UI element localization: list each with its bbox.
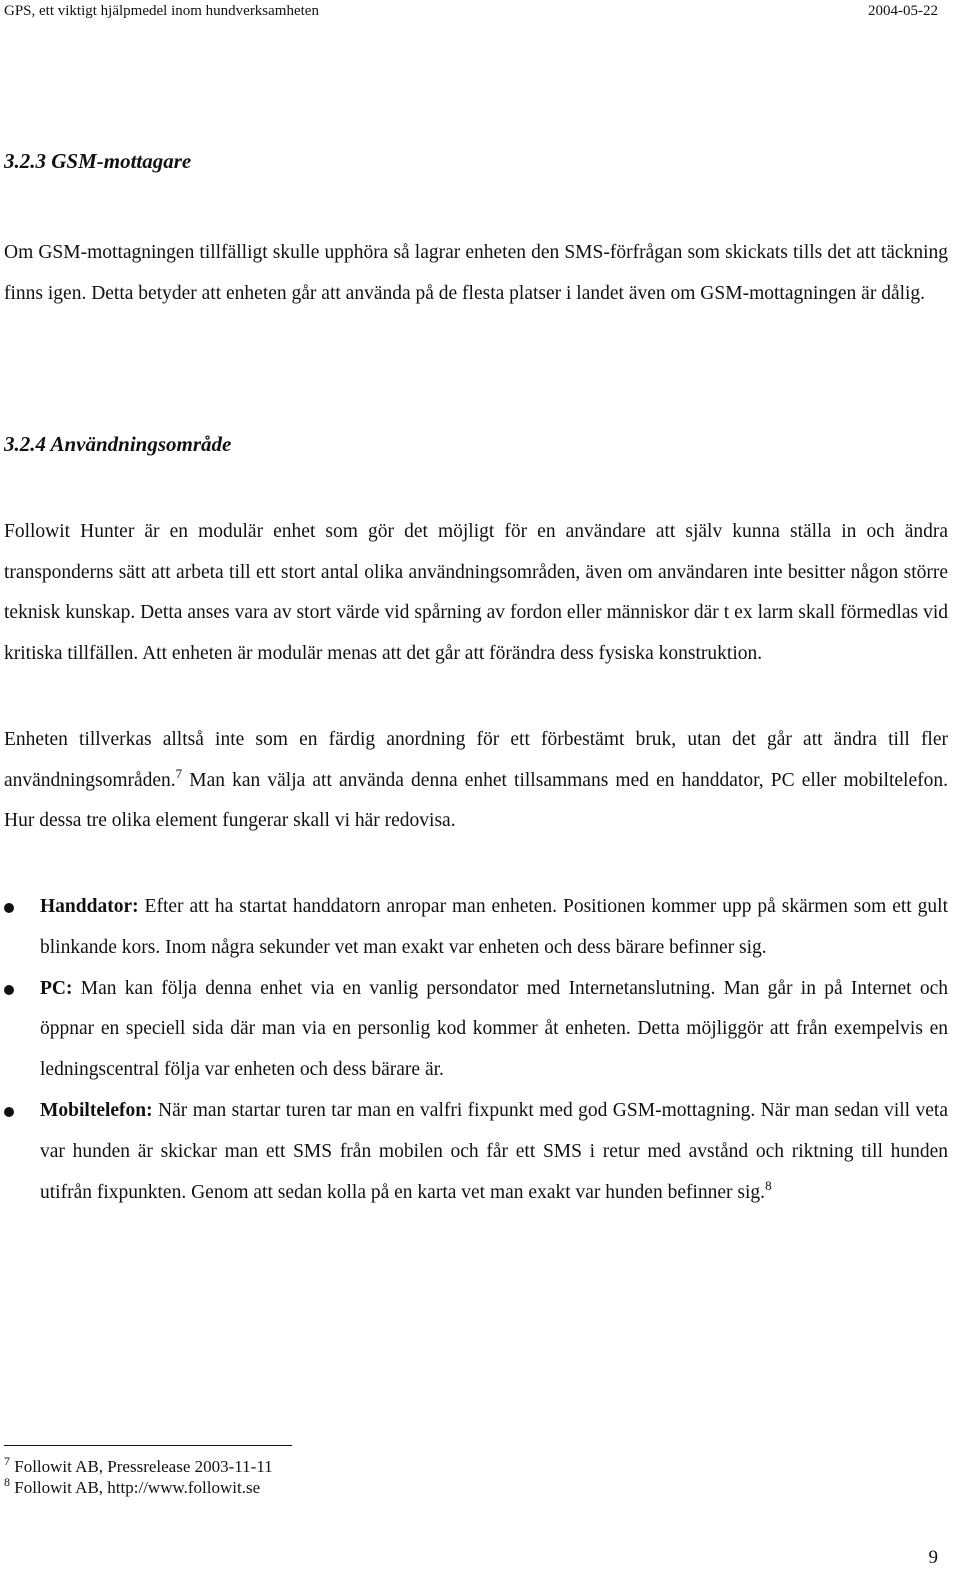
list-item [4, 1091, 948, 1213]
footnote-ref-7: 7 [175, 765, 183, 781]
footnote-number: 8 [4, 1475, 10, 1489]
header-date: 2004-05-22 [868, 3, 938, 19]
list-item-term: Handdator: [40, 896, 139, 917]
paragraph-usage-2 [4, 720, 948, 842]
footnote-text: Followit AB, http://www.followit.se [14, 1478, 261, 1497]
device-list [4, 887, 948, 1213]
section-heading-323: 3.2.3 GSM-mottagare [4, 149, 192, 173]
list-item [4, 969, 948, 1091]
list-item [4, 887, 948, 969]
bullet-icon [4, 985, 14, 995]
list-item-term: PC: [40, 977, 73, 999]
page-number: 9 [928, 1547, 938, 1568]
paragraph-gsm: Om GSM-mottagningen tillfälligt skulle upphöra så lagrar enheten den SMS-förfrågan som skickats tills det att täckning finns igen. Detta betyder att enheten går att använda på de flesta platser i landet även om GSM-mottagningen är dålig. [4, 242, 948, 304]
paragraph-usage-2-part2: Man kan välja att använda denna enhet tillsammans med en handdator, PC eller mobiltelefon. Hur dessa tre olika element fungerar skall vi här redovisa. [4, 769, 948, 831]
list-item-text: När man startar turen tar man en valfri fixpunkt med god GSM-mottagning. När man sedan vill veta var hunden är skickar man ett SMS från mobilen och får ett SMS i retur med avstånd och riktning till hunden utifrån fixpunkten. Genom att sedan kolla på en karta vet man exakt var hunden befinner sig. [40, 1099, 948, 1203]
footnote-text: Followit AB, Pressrelease 2003-11-11 [14, 1457, 273, 1476]
footnote-7 [4, 1456, 273, 1477]
list-item-text: Efter att ha startat handdatorn anropar man enheten. Positionen kommer upp på skärmen som ett gult blinkande kors. Inom några sekunder vet man exakt var enheten och dess bärare befinner sig. [40, 896, 948, 958]
list-item-text: Man kan följa denna enhet via en vanlig persondator med Internetanslutning. Man går in på Internet och öppnar en speciell sida där man via en personlig kod kommer åt enheten. Detta möjliggör att från exempelvis en ledningscentral följa var enheten och dess bärare är. [40, 977, 948, 1081]
bullet-icon [4, 903, 14, 913]
page-header [4, 0, 938, 22]
section-heading-324: 3.2.4 Användningsområde [4, 432, 232, 456]
footnote-8 [4, 1477, 273, 1498]
header-title: GPS, ett viktigt hjälpmedel inom hundverksamheten [4, 3, 319, 19]
paragraph-usage-1: Followit Hunter är en modulär enhet som gör det möjligt för en användare att själv kunna ställa in och ändra transponderns sätt att arbeta till ett stort antal olika användningsområden, även om användaren inte besitter någon större teknisk kunskap. Detta anses vara av stort värde vid spårning av fordon eller människor där t ex larm skall förmedlas vid kritiska tillfällen. Att enheten är modulär menas att det går att förändra dess fysiska konstruktion. [4, 521, 948, 664]
footnote-number: 7 [4, 1454, 10, 1468]
footnote-divider [4, 1445, 292, 1446]
paragraph-usage-2-part1: Enheten tillverkas alltså inte som en färdig anordning för ett förbestämt bruk, utan det går att ändra till fler användningsområden. [4, 729, 948, 791]
bullet-icon [4, 1107, 14, 1117]
list-item-term: Mobiltelefon: [40, 1099, 153, 1121]
footnote-ref-8: 8 [765, 1177, 772, 1193]
footnotes [4, 1456, 273, 1498]
